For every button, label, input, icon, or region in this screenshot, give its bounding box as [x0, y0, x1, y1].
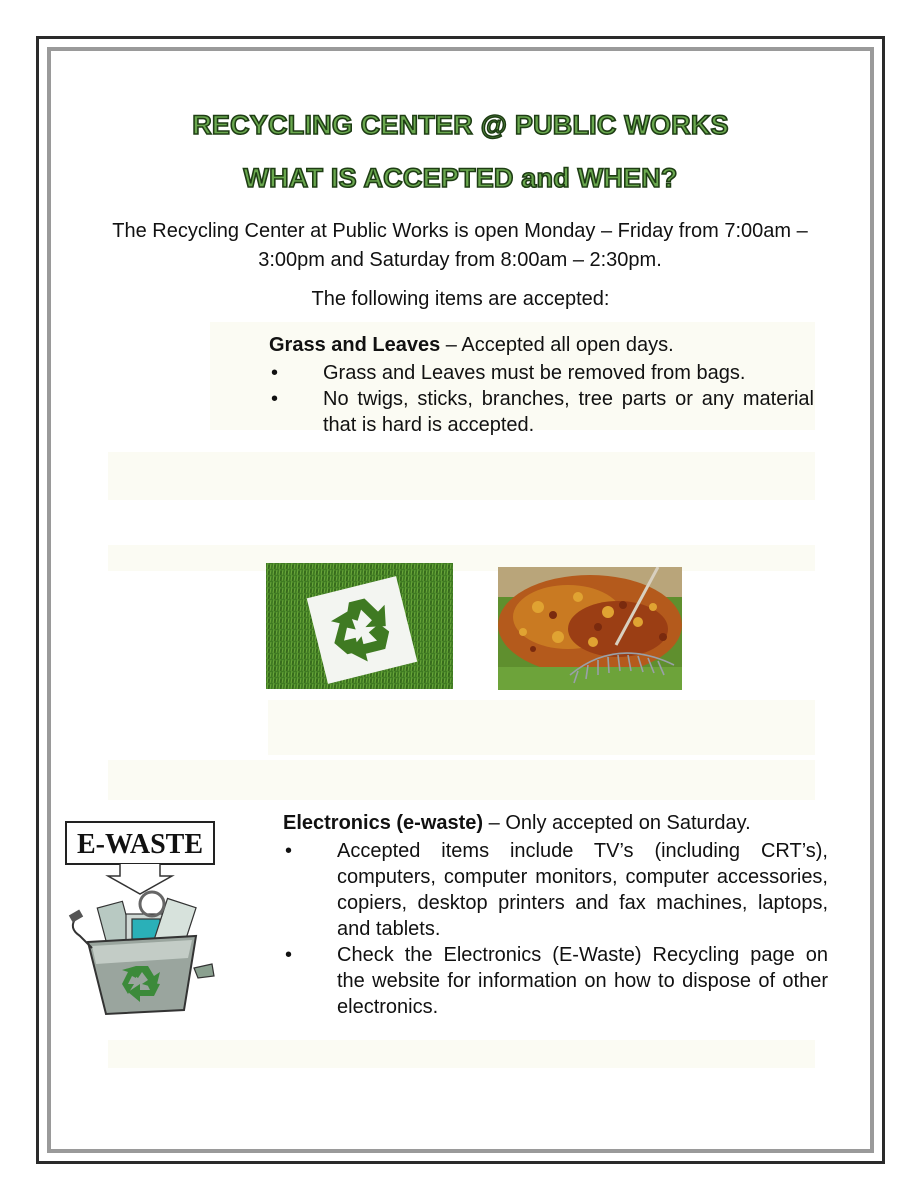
list-item: [269, 386, 814, 438]
grass-leaves-list: [269, 360, 814, 438]
page-title: RECYCLING CENTER @ PUBLIC WORKS: [192, 110, 729, 140]
list-item: [269, 360, 814, 386]
recycle-icon: [266, 563, 453, 689]
electronics-section: [283, 810, 828, 1020]
recycle-on-grass-photo: [266, 563, 453, 689]
electronics-list: [283, 838, 828, 1020]
grass-leaves-heading-rest: – Accepted all open days.: [440, 334, 674, 356]
electronics-heading-bold: Electronics (e-waste): [283, 812, 484, 834]
background-shade: [268, 700, 815, 755]
bullet: •: [271, 362, 279, 384]
background-shade: [108, 1040, 815, 1068]
list-item-text: No twigs, sticks, branches, tree parts or any material that is hard is accepted.: [323, 388, 814, 436]
grass-leaves-heading-bold: Grass and Leaves: [269, 334, 441, 356]
list-item-text: Accepted items include TV’s (including CRT’s), computers, computer monitors, computer accessories, copiers, desktop printers and fax machines, laptops, and tablets.: [337, 840, 828, 940]
hours-paragraph: The Recycling Center at Public Works is open Monday – Friday from 7:00am – 3:00pm and Saturday from 8:00am – 2:30pm.: [112, 220, 808, 271]
grass-leaves-heading: [269, 332, 814, 358]
background-shade: [108, 452, 815, 500]
bullet: •: [285, 944, 293, 966]
bullet: •: [285, 840, 293, 862]
e-waste-clipart: [62, 818, 222, 1018]
page-subtitle: WHAT IS ACCEPTED and WHEN?: [243, 163, 678, 193]
bullet: •: [271, 388, 279, 410]
list-item: [283, 838, 828, 942]
grass-leaves-section: [269, 332, 814, 438]
list-item-text: Check the Electronics (E-Waste) Recycling page on the website for information on how to dispose of other electronics.: [337, 944, 828, 1018]
electronics-heading: [283, 810, 828, 836]
list-item: [283, 942, 828, 1020]
list-item-text: Grass and Leaves must be removed from bags.: [323, 362, 746, 384]
background-shade: [108, 760, 815, 800]
accepted-intro: The following items are accepted:: [311, 288, 610, 310]
e-waste-sign-text: E-WASTE: [76, 829, 204, 860]
background-shade: [108, 545, 815, 571]
electronics-heading-rest: – Only accepted on Saturday.: [483, 812, 751, 834]
e-waste-bin-icon: [62, 818, 222, 1018]
rake-icon: [498, 567, 682, 690]
rake-leaves-photo: [498, 567, 682, 690]
